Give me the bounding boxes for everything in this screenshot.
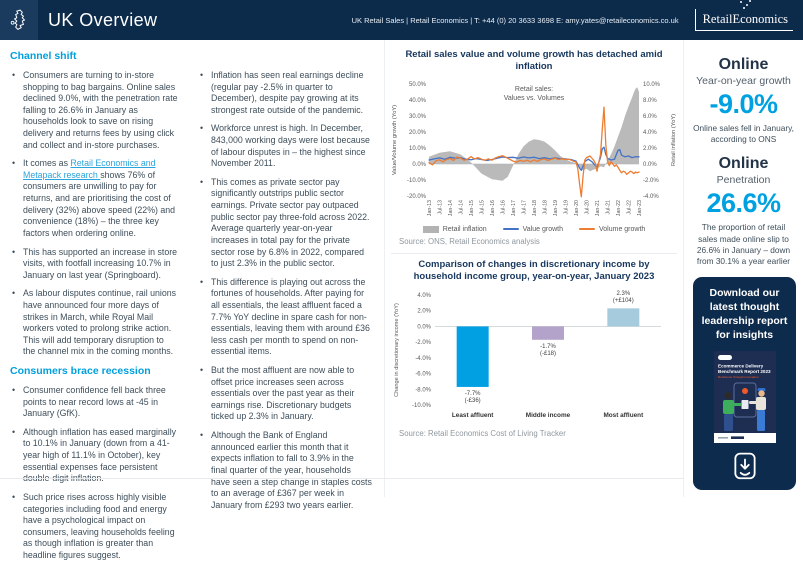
svg-text:Ecommerce Delivery: Ecommerce Delivery xyxy=(717,363,763,369)
header-contact: UK Retail Sales | Retail Economics | T: +44 (0) 20 3633 3698 E: amy.yates@retaileconomics.co.uk xyxy=(351,15,679,25)
svg-text:Change in discretionary income: Change in discretionary income (YoY) xyxy=(394,303,400,398)
discretionary-income-chart-source: Source: Retail Economics Cost of Living Tracker xyxy=(399,429,566,439)
uk-map-icon xyxy=(10,9,28,31)
legend-label: Volume growth xyxy=(599,225,646,233)
svg-text:Jul-22: Jul-22 xyxy=(626,199,633,215)
svg-text:Values vs. Volumes: Values vs. Volumes xyxy=(503,94,565,102)
recession-list xyxy=(10,385,178,562)
svg-text:-8.0%: -8.0% xyxy=(415,387,431,394)
online-penetration-title: Online xyxy=(718,155,769,173)
economy-column xyxy=(186,40,384,510)
online-penetration-stat xyxy=(689,155,798,267)
section-title-consumers-brace-recession: Consumers brace recession xyxy=(10,365,151,378)
svg-text:Jul-19: Jul-19 xyxy=(563,199,570,215)
svg-text:Retail inflation (YoY): Retail inflation (YoY) xyxy=(671,113,677,166)
svg-text:Jan-22: Jan-22 xyxy=(616,199,622,216)
legend-item-volume-growth xyxy=(579,226,645,233)
bullet-item: • Workforce unrest is high. In December, 843,000 working days were lost because of labour disputes in – the highest since November 2011. xyxy=(198,123,372,169)
svg-text:Jan-19: Jan-19 xyxy=(553,199,559,216)
legend-label: Retail inflation xyxy=(442,225,487,233)
download-icon[interactable] xyxy=(732,452,758,482)
svg-text:-10.0%: -10.0% xyxy=(411,403,431,410)
svg-text:Retail sales:: Retail sales: xyxy=(514,85,554,93)
download-report-text: Download our latest thought leadership report for insights xyxy=(701,287,788,341)
svg-text:-10.0%: -10.0% xyxy=(406,177,426,184)
svg-text:Benchmark Report 2023: Benchmark Report 2023 xyxy=(717,368,771,374)
header xyxy=(0,0,803,40)
channel-shift-list xyxy=(10,70,178,358)
svg-text:8.0%: 8.0% xyxy=(643,97,657,104)
svg-text:Jan-16: Jan-16 xyxy=(490,199,496,216)
svg-text:-6.0%: -6.0% xyxy=(415,371,431,378)
svg-text:2.0%: 2.0% xyxy=(643,145,657,152)
bottom-divider xyxy=(0,478,684,479)
svg-text:Middle income: Middle income xyxy=(525,412,571,420)
svg-text:Jan-18: Jan-18 xyxy=(532,199,538,216)
legend-swatch xyxy=(579,228,595,231)
svg-text:(-£18): (-£18) xyxy=(539,351,557,358)
svg-text:-1.7%: -1.7% xyxy=(540,344,556,351)
svg-text:10.0%: 10.0% xyxy=(643,81,661,88)
online-growth-desc: Online sales fell in January, according to ONS xyxy=(693,123,794,145)
svg-text:0.0%: 0.0% xyxy=(643,161,657,168)
svg-text:Resilience through innovation: Resilience through innovation xyxy=(717,374,759,379)
bullet-item: • This has supported an increase in store visits, with footfall increasing 10.7% in January on last year (Springboard). xyxy=(10,247,178,282)
legend-swatch xyxy=(503,228,519,231)
svg-text:4.0%: 4.0% xyxy=(417,293,431,300)
svg-text:2.0%: 2.0% xyxy=(417,309,431,316)
svg-text:40.0%: 40.0% xyxy=(408,97,426,104)
online-growth-stat xyxy=(689,56,798,145)
svg-text:Value/Volume growth (YoY): Value/Volume growth (YoY) xyxy=(392,104,398,175)
parcel-illustration xyxy=(741,400,748,409)
retail-economics-logo xyxy=(695,9,793,31)
bullet-item: • Such price rises across highly visible categories including food and energy have a psychological impact on consumers, leaving households feeling as though inflation is greater than headline figures suggest. xyxy=(10,492,178,562)
svg-text:50.0%: 50.0% xyxy=(408,81,426,88)
retail-sales-chart-title: Retail sales value and volume growth has detached amid inflation xyxy=(405,49,663,73)
svg-text:-2.0%: -2.0% xyxy=(415,340,431,347)
legend-item-retail-inflation xyxy=(423,226,487,233)
legend-label: Value growth xyxy=(522,225,563,233)
bullet-item: • This comes as private sector pay significantly outstrips public sector earnings. Private sector pay outpaced public sector pay three-fold across 2022. Average quarterly year-on-year increases in total pay for the private sector rose by 6.8% in 2022, compared to just 2.3% in the public sector. xyxy=(198,177,372,270)
svg-text:Jan-21: Jan-21 xyxy=(595,199,601,216)
report-logo-pill xyxy=(718,355,732,360)
bars xyxy=(452,291,644,419)
svg-text:0.0%: 0.0% xyxy=(412,161,426,168)
online-growth-title: Online xyxy=(718,56,769,73)
legend-item-value-growth xyxy=(503,226,563,233)
economy-list xyxy=(198,70,372,511)
svg-text:Jan-17: Jan-17 xyxy=(511,199,517,216)
retail-sales-chart-legend xyxy=(389,226,679,233)
online-penetration-subtitle: Penetration xyxy=(716,174,771,187)
discretionary-income-chart xyxy=(389,285,681,425)
svg-text:-20.0%: -20.0% xyxy=(406,193,426,200)
online-growth-value: -9.0% xyxy=(709,89,778,119)
online-penetration-value: 26.6% xyxy=(706,188,781,219)
series xyxy=(429,87,639,197)
svg-text:Jan-14: Jan-14 xyxy=(448,199,454,216)
bullet-item: • Although inflation has eased marginally to 10.1% in January (down from a 41-year high of 11.1% in October), key essential expenses face persistent double-digit inflation. xyxy=(10,427,178,485)
charts-column xyxy=(384,40,684,497)
svg-text:10.0%: 10.0% xyxy=(408,145,426,152)
bullet-item: • Although the Bank of England announced earlier this month that it expects inflation to fall to 3.9% in the final quarter of the year, households have seen a step change in staples costs to an average of £367 per week in January from £293 two years earlier. xyxy=(198,430,372,511)
svg-text:Least affluent: Least affluent xyxy=(451,412,494,420)
svg-text:Jan-20: Jan-20 xyxy=(574,199,580,216)
svg-text:Jul-16: Jul-16 xyxy=(500,199,507,215)
download-report-box[interactable] xyxy=(693,277,796,489)
main-content xyxy=(0,40,803,560)
svg-text:30.0%: 30.0% xyxy=(408,113,426,120)
svg-text:Jul-15: Jul-15 xyxy=(479,199,486,215)
bullet-item: • As labour disputes continue, rail unions have announced four more days of strikes in March, while Royal Mail workers voted to prolong strike action. This will add temporary disruption to the channel mix in the coming months. xyxy=(10,288,178,358)
bar-most-affluent xyxy=(607,309,639,327)
bar-least-affluent xyxy=(457,327,489,388)
svg-text:4.0%: 4.0% xyxy=(643,129,657,136)
chart-divider xyxy=(391,253,677,254)
svg-text:-7.7%: -7.7% xyxy=(464,391,481,398)
bullet-item: • But the most affluent are now able to offset price increases seen across essentials over the past year as their earnings rise. Discretionary budgets ticked up 2.3% in January. xyxy=(198,365,372,423)
svg-text:2.3%: 2.3% xyxy=(616,291,631,298)
online-growth-subtitle: Year-on-year growth xyxy=(696,75,791,87)
svg-text:(-£36): (-£36) xyxy=(464,398,481,405)
section-title-channel-shift: Channel shift xyxy=(10,50,77,62)
svg-text:Jul-13: Jul-13 xyxy=(437,199,444,215)
svg-text:Jul-21: Jul-21 xyxy=(605,199,612,215)
online-stats-column xyxy=(684,40,803,497)
svg-text:(+£104): (+£104) xyxy=(612,298,634,305)
svg-text:20.0%: 20.0% xyxy=(408,129,426,136)
svg-text:Jul-18: Jul-18 xyxy=(542,199,549,215)
retail-sales-chart xyxy=(389,76,681,228)
svg-text:-2.0%: -2.0% xyxy=(643,177,659,184)
legend-swatch xyxy=(423,226,439,233)
svg-text:6.0%: 6.0% xyxy=(643,113,657,120)
logo-text: RetailEconomics xyxy=(702,12,788,26)
svg-text:-4.0%: -4.0% xyxy=(415,356,431,363)
bullet-item: • It comes as Retail Economics and Metapack research shows 76% of consumers are unwilling to pay for returns, and are prioritising the cost of delivery (32%) above speed (22%) and convenience (18%) – the three key factors when ordering online. xyxy=(10,158,178,239)
svg-text:-4.0%: -4.0% xyxy=(643,193,659,200)
retail-sales-chart-source: Source: ONS, Retail Economics analysis xyxy=(399,236,540,246)
online-penetration-desc: The proportion of retail sales made online slip to 26.6% in January – down from 30.1% a year earlier xyxy=(696,222,791,266)
bullet-item: • Consumers are turning to in-store shopping to bag bargains. Online sales declined 9.0%, with the penetration rate falling to 26.6% in January as households look to save on rising delivery and returns fees by using click and collect and in-store purchases. xyxy=(10,70,178,151)
bullet-item: • This difference is playing out across the fortunes of households. After paying for all essentials, the least affluent faced a 7.7% YoY decline in spare cash for non-essentials, leaving them with around £36 less cash per month to spend on non-essential items. xyxy=(198,277,372,358)
bar-middle-income xyxy=(532,327,564,340)
svg-text:Jul-14: Jul-14 xyxy=(458,199,465,215)
svg-text:0.0%: 0.0% xyxy=(417,324,431,331)
svg-text:Jan-13: Jan-13 xyxy=(427,199,433,216)
report-cover xyxy=(714,351,776,443)
page-title: UK Overview xyxy=(48,9,158,30)
discretionary-income-chart-title: Comparison of changes in discretionary income by household income group, year-on-year, January 2023 xyxy=(413,258,655,283)
bullet-item: • Consumer confidence fell back three points to near record lows at -45 in January (GfK). xyxy=(10,385,178,420)
uk-map-icon-box xyxy=(0,0,38,40)
channel-shift-column xyxy=(0,40,186,560)
svg-text:Jan-15: Jan-15 xyxy=(469,199,475,216)
svg-text:Jul-20: Jul-20 xyxy=(584,199,591,215)
bullet-item: • Inflation has seen real earnings decline (regular pay -2.5% in quarter to December), despite pay growing at its strongest rate outside of the pandemic. xyxy=(198,70,372,116)
svg-text:Most affluent: Most affluent xyxy=(603,412,644,420)
metapack-research-link[interactable]: Retail Economics and Metapack research xyxy=(23,158,156,180)
svg-text:Jan-23: Jan-23 xyxy=(637,199,643,216)
svg-text:Jul-17: Jul-17 xyxy=(521,199,528,215)
